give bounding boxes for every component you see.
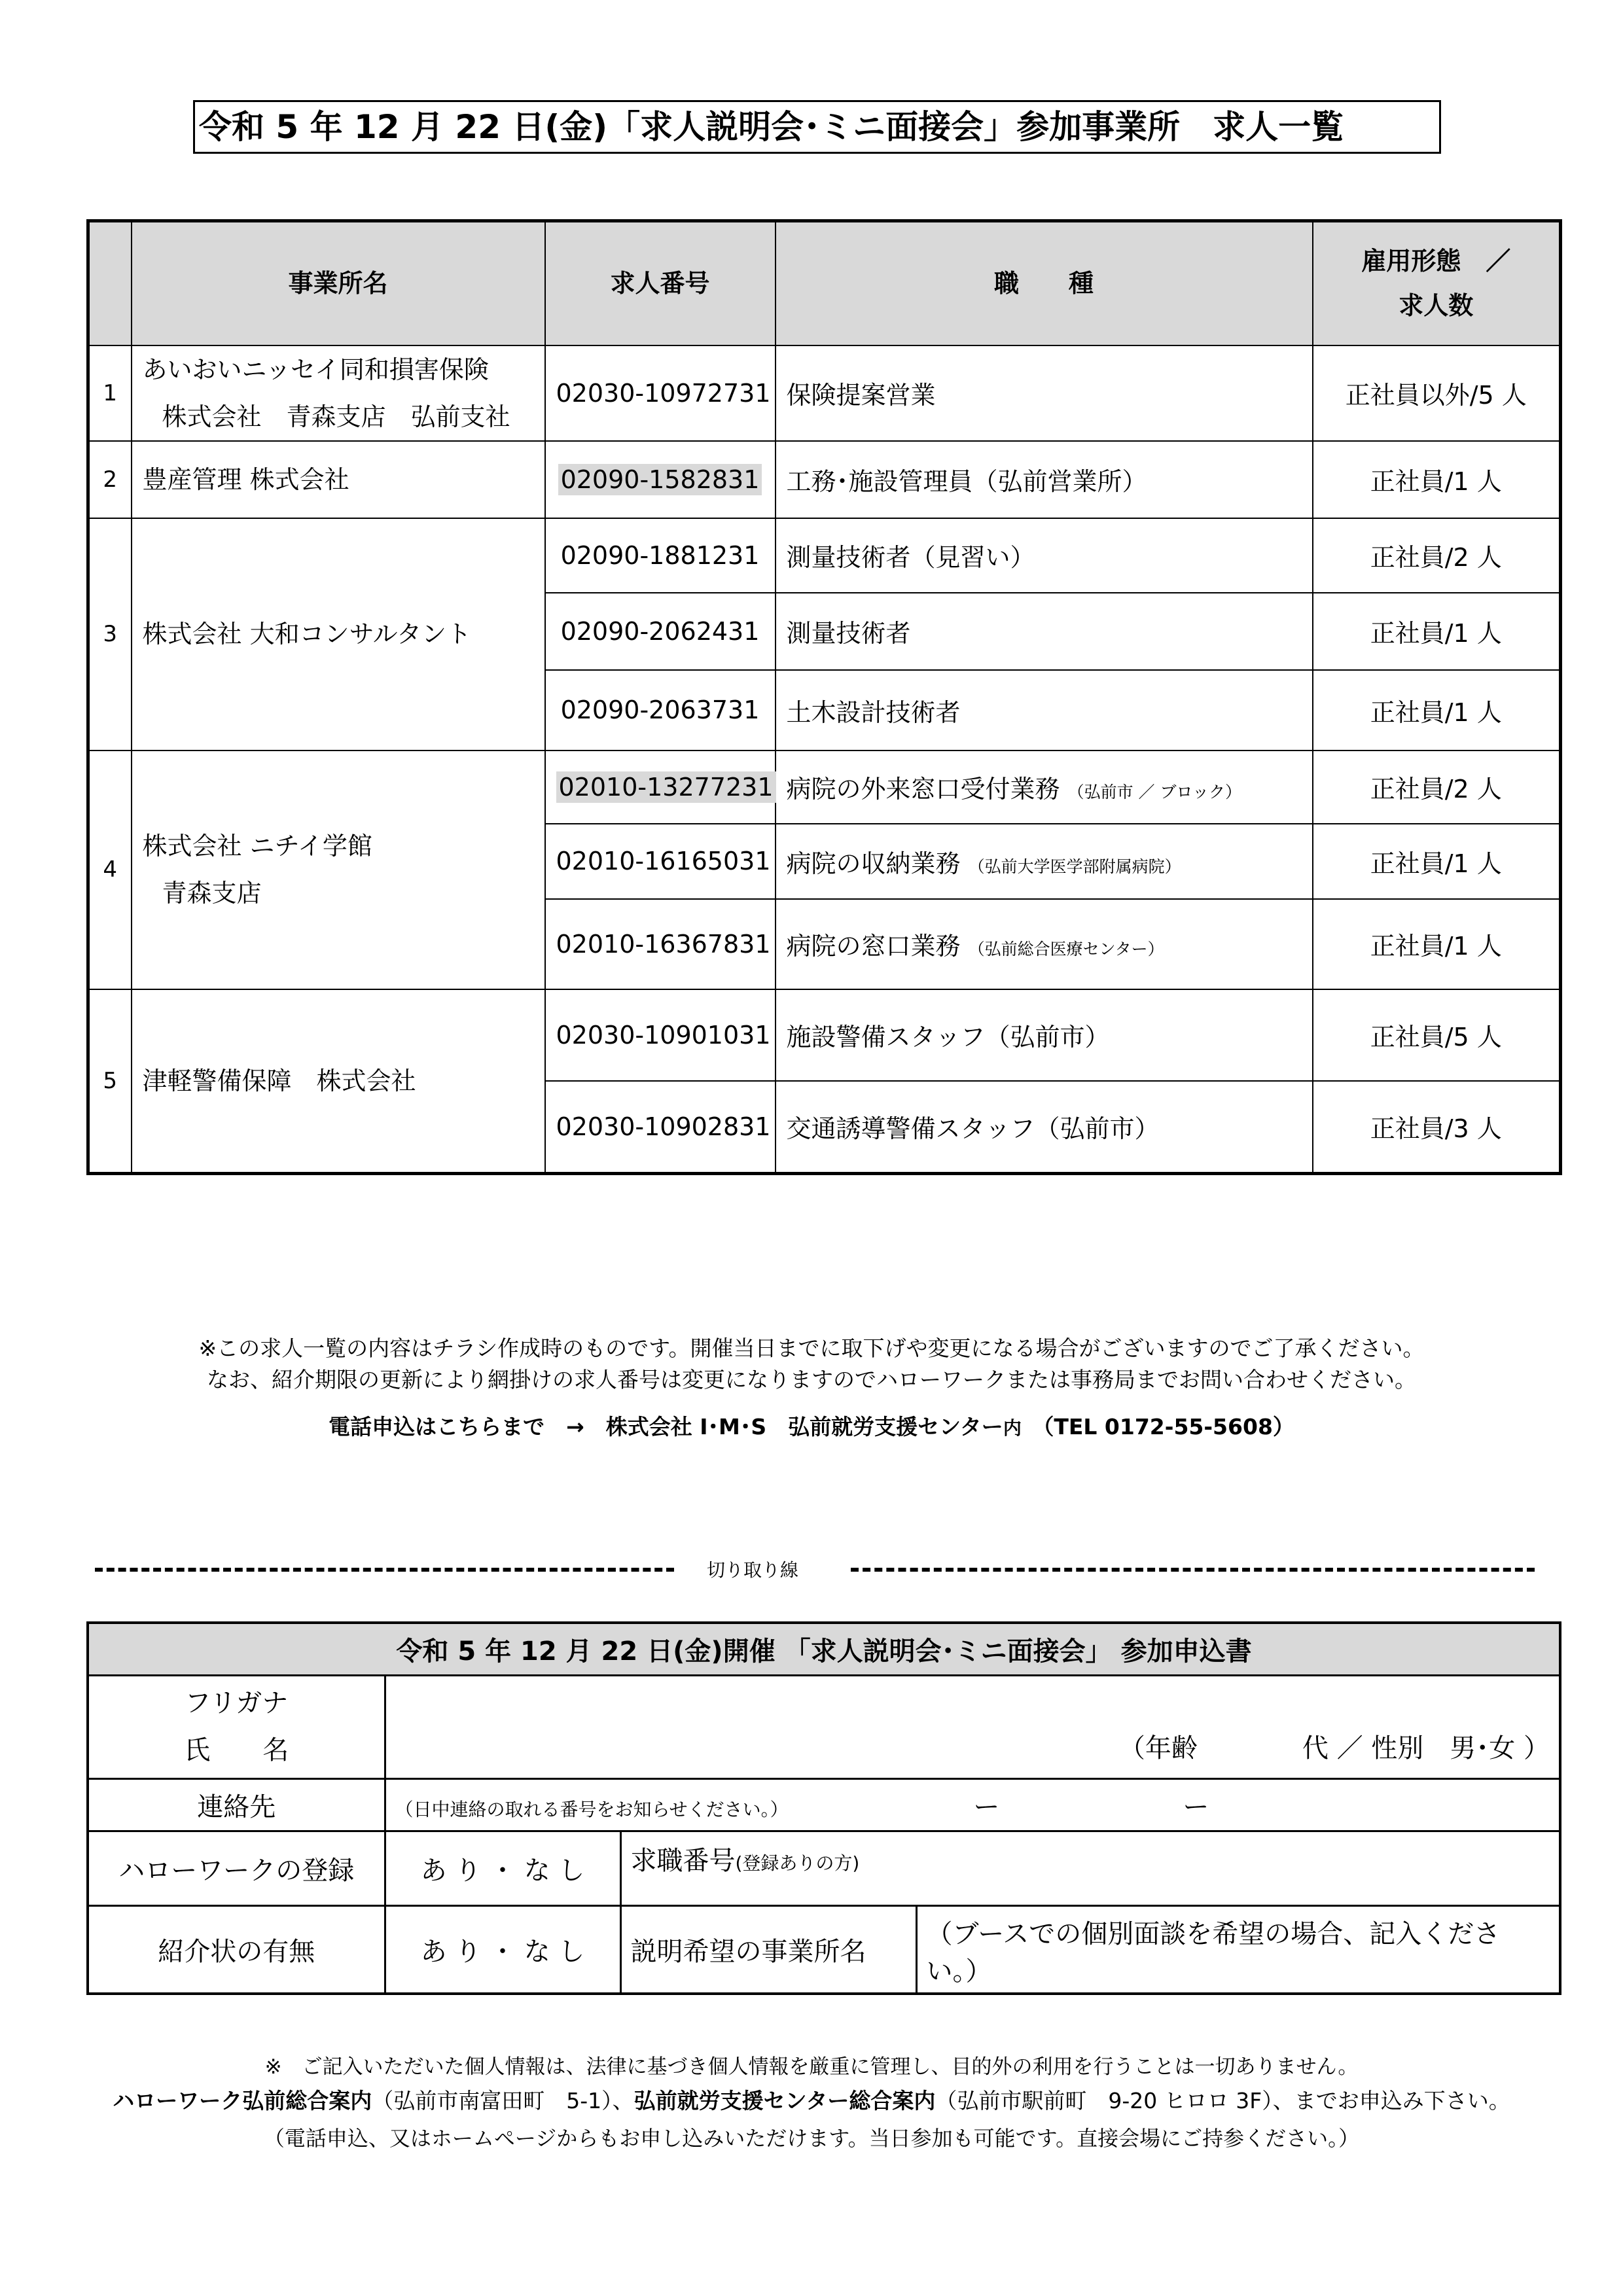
job-number: 02030-10901031	[545, 989, 776, 1081]
company-name-line2: 青森支店	[162, 879, 262, 908]
job-number: 02030-10902831	[545, 1081, 776, 1174]
occupation: 測量技術者（見習い）	[776, 518, 1313, 593]
note-line-1: ※この求人一覧の内容はチラシ作成時のものです。開催当日までに取下げや変更になる場合がございますのでご了承ください。	[198, 1335, 1425, 1361]
job-list-table	[86, 219, 1562, 1175]
occupation	[776, 899, 1313, 989]
occupation	[776, 751, 1313, 824]
full-name-label: 氏 名	[184, 1735, 289, 1765]
footer-contacts	[0, 2084, 1623, 2115]
support-center-info: 弘前就労支援センター総合案内	[633, 2088, 936, 2113]
table-row	[88, 989, 1561, 1081]
phone-contact	[0, 1410, 1623, 1441]
contact-note: （日中連絡の取れる番号をお知らせください。）	[395, 1798, 789, 1820]
hellowork-reg-choice[interactable]: あ り ・ な し	[385, 1831, 620, 1905]
support-center-address: （弘前市駅前町 9-20 ヒロロ 3F）、までお申込み下さい。	[935, 2088, 1510, 2113]
company-name-line1: 株式会社 ニチイ学館	[142, 832, 372, 860]
job-number-highlighted: 02090-1582831	[558, 464, 762, 495]
contact-label: 連絡先	[88, 1778, 385, 1831]
furigana-label: フリガナ	[185, 1688, 289, 1718]
table-row	[88, 751, 1561, 824]
referral-choice[interactable]: あ り ・ な し	[385, 1905, 620, 1994]
job-number: 02010-16367831	[545, 899, 776, 989]
page-title: 令和 5 年 12 月 22 日(金)「求人説明会･ミニ面接会」参加事業所 求人一覧	[193, 100, 1441, 154]
job-number: 02090-2063731	[545, 670, 776, 751]
job-number: 02090-1881231	[545, 518, 776, 593]
occupation: 施設警備スタッフ（弘前市）	[776, 989, 1313, 1081]
table-row	[88, 345, 1561, 441]
occupation: 測量技術者	[776, 593, 1313, 670]
job-seeker-number-label: 求職番号	[630, 1845, 736, 1876]
company-name: 株式会社 大和コンサルタント	[132, 518, 545, 751]
job-number-highlighted: 02010-13277231	[556, 771, 776, 803]
header-occupation: 職 種	[776, 221, 1313, 345]
job-number: 02090-2062431	[545, 593, 776, 670]
header-employment	[1313, 221, 1561, 345]
job-seeker-number-note: (登録ありの方)	[735, 1852, 860, 1874]
age-gender-field[interactable]: （年齢 代 ／ 性別 男･女 ）	[1118, 1733, 1550, 1763]
form-hellowork-row	[88, 1831, 1560, 1905]
hellowork-info: ハローワーク弘前総合案内	[113, 2088, 372, 2113]
employment-type: 正社員以外/5 人	[1313, 345, 1561, 441]
table-row	[88, 518, 1561, 593]
hellowork-address: （弘前市南富田町 5-1）、	[372, 2088, 634, 2113]
desired-company-field[interactable]	[916, 1905, 1560, 1994]
company-name: 津軽警備保障 株式会社	[132, 989, 545, 1174]
form-contact-row	[88, 1778, 1560, 1831]
occupation: 土木設計技術者	[776, 670, 1313, 751]
form-referral-row	[88, 1905, 1560, 1994]
job-number: 02030-10972731	[545, 345, 776, 441]
occupation	[776, 824, 1313, 899]
occupation-title: 病院の外来窓口受付業務	[786, 775, 1060, 804]
header-employment-line2: 求人数	[1399, 291, 1474, 321]
occupation: 交通誘導警備スタッフ（弘前市）	[776, 1081, 1313, 1174]
row-number: 3	[88, 518, 132, 751]
occupation: 保険提案営業	[776, 345, 1313, 441]
job-number: 02010-16165031	[545, 824, 776, 899]
occupation-note: （弘前大学医学部附属病院）	[968, 857, 1181, 876]
row-number: 4	[88, 751, 132, 989]
referral-label: 紹介状の有無	[88, 1905, 385, 1994]
job-number	[545, 441, 776, 518]
company-name: 豊産管理 株式会社	[132, 441, 545, 518]
cut-line-left	[95, 1568, 674, 1572]
occupation-note: （弘前市 ／ ブロック）	[1067, 783, 1242, 802]
note-line-2: なお、紹介期限の更新により網掛けの求人番号は変更になりますのでハローワークまたは事務局までお問い合わせください。	[207, 1367, 1416, 1392]
header-number	[88, 221, 132, 345]
phone-number: （TEL 0172-55-5608）	[1021, 1414, 1294, 1439]
company-name	[132, 345, 545, 441]
booth-note: （ブースでの個別面談を希望の場合、記入ください。）	[926, 1918, 1501, 1987]
cut-line-label: 切り取り線	[707, 1559, 799, 1581]
employment-type: 正社員/3 人	[1313, 1081, 1561, 1174]
form-header-row	[88, 1623, 1560, 1675]
row-number: 1	[88, 345, 132, 441]
employment-type: 正社員/1 人	[1313, 899, 1561, 989]
employment-type: 正社員/2 人	[1313, 751, 1561, 824]
employment-type: 正社員/1 人	[1313, 824, 1561, 899]
company-name-line1: あいおいニッセイ同和損害保険	[142, 355, 489, 384]
employment-type: 正社員/5 人	[1313, 989, 1561, 1081]
occupation-title: 病院の窓口業務	[786, 932, 961, 961]
row-number: 2	[88, 441, 132, 518]
contact-dashes: ー ー	[973, 1792, 1209, 1822]
company-name-line2: 株式会社 青森支店 弘前支社	[162, 402, 510, 431]
name-label	[88, 1675, 385, 1778]
form-title: 令和 5 年 12 月 22 日(金)開催 「求人説明会･ミニ面接会」 参加申込書	[88, 1623, 1560, 1675]
footer-apply-note: （電話申込、又はホームページからもお申し込みいただけます。当日参加も可能です。直接会場にご持参ください。）	[263, 2126, 1360, 2151]
form-name-row	[88, 1675, 1560, 1778]
occupation-note: （弘前総合医療センター）	[968, 940, 1164, 959]
phone-prefix: 電話申込はこちらまで → 株式会社 I･M･S 弘前就労支援センター	[329, 1414, 1003, 1439]
table-row	[88, 441, 1561, 518]
table-header-row	[88, 221, 1561, 345]
desired-company-label: 説明希望の事業所名	[620, 1905, 916, 1994]
cut-line-right	[851, 1568, 1535, 1572]
job-number	[545, 751, 776, 824]
name-field[interactable]	[385, 1675, 1560, 1778]
footer-privacy: ※ ご記入いただいた個人情報は、法律に基づき個人情報を厳重に管理し、目的外の利用を行うことは一切ありません。	[264, 2055, 1359, 2079]
header-job-number: 求人番号	[545, 221, 776, 345]
employment-type: 正社員/1 人	[1313, 670, 1561, 751]
employment-type: 正社員/2 人	[1313, 518, 1561, 593]
hellowork-reg-label: ハローワークの登録	[88, 1831, 385, 1905]
phone-inner: 内	[1003, 1417, 1022, 1439]
employment-type: 正社員/1 人	[1313, 593, 1561, 670]
employment-type: 正社員/1 人	[1313, 441, 1561, 518]
company-name	[132, 751, 545, 989]
row-number: 5	[88, 989, 132, 1174]
header-employment-line1: 雇用形態 ／	[1361, 247, 1511, 276]
contact-field[interactable]	[385, 1778, 1560, 1831]
job-seeker-number-field[interactable]	[620, 1831, 1560, 1905]
application-form	[86, 1621, 1561, 1995]
occupation-title: 病院の収納業務	[786, 849, 961, 878]
header-company: 事業所名	[132, 221, 545, 345]
occupation: 工務･施設管理員（弘前営業所）	[776, 441, 1313, 518]
